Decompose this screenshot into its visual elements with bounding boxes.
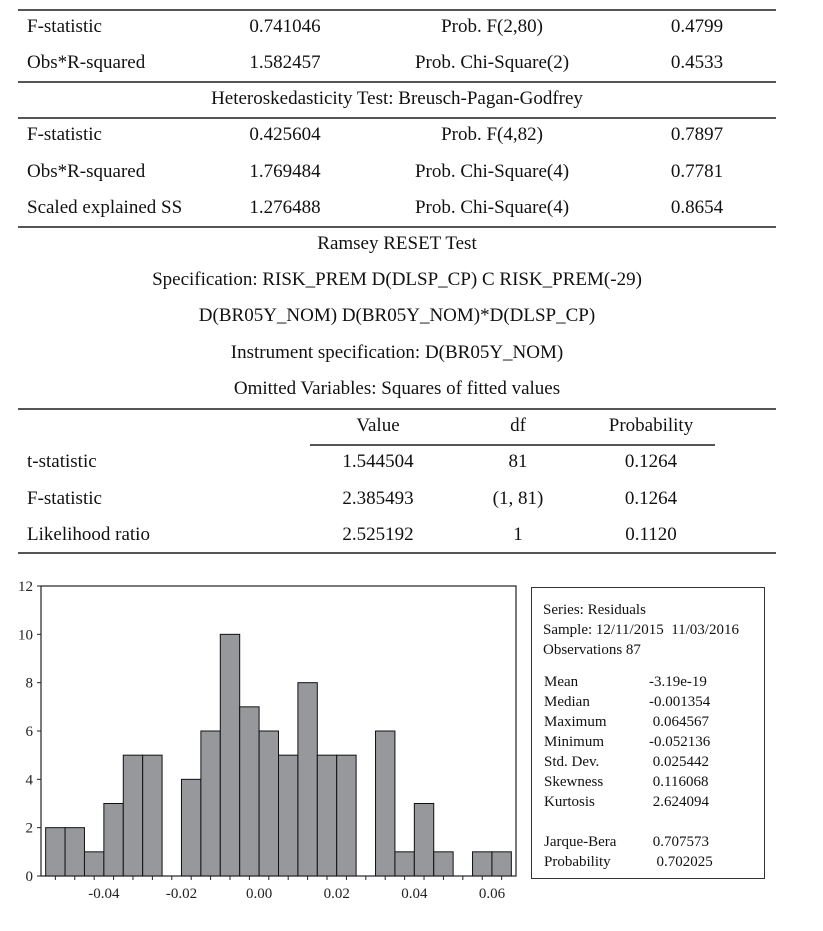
stat-value: 2.525192 [342,524,414,545]
stat-label: Minimum [544,734,605,750]
df-value: (1, 81) [492,487,544,509]
x-tick-label: 0.04 [401,886,428,902]
stat-label: Jarque-Bera [544,834,617,850]
section-title: Heteroskedasticity Test: Breusch-Pagan-Godfrey [211,88,583,109]
sample-range: Sample: 12/11/2015 11/03/2016 [543,622,739,638]
stat-value: -0.052136 [649,734,711,750]
histogram-bar [317,755,336,876]
prob-value: 0.1264 [624,451,678,472]
x-tick-label: -0.02 [165,886,198,902]
instrument-text: Instrument specification: D(BR05Y_NOM) [230,342,564,363]
stat-label: Mean [544,674,579,690]
df-value: 81 [508,451,528,472]
prob-label: Prob. F(4,82) [441,124,543,145]
histogram-bar [220,634,239,876]
histogram-bar [259,731,278,876]
histogram-bar [473,852,492,876]
y-tick-label: 2 [25,820,33,837]
divider [18,552,776,554]
prob-value: 0.1120 [625,524,677,545]
stat-label: F-statistic [27,16,102,37]
stat-value: -0.001354 [649,694,711,710]
divider [18,9,776,11]
stat-value: 1.276488 [249,197,321,218]
histogram-bar [337,755,356,876]
histogram-bar [434,852,453,876]
specification-text: Specification: RISK_PREM D(DLSP_CP) C RISK_PREM(-29) [152,269,642,290]
column-header: df [510,415,526,436]
section-title: Ramsey RESET Test [317,233,477,254]
histogram-bar [298,683,317,876]
histogram-bar [395,852,414,876]
stat-label: Obs*R-squared [27,52,146,73]
x-tick-label: 0.06 [478,886,506,902]
residual-histogram [0,570,530,910]
stat-label: Maximum [544,714,607,730]
histogram-bar [46,828,65,876]
y-tick-label: 12 [18,579,33,595]
y-tick-label: 0 [25,869,33,885]
stat-label: Probability [544,854,611,870]
stat-label: Skewness [544,774,604,790]
prob-label: Prob. F(2,80) [441,16,543,37]
stat-label: Scaled explained SS [27,197,183,218]
stat-value: 0.707573 [649,834,709,850]
prob-label: Prob. Chi-Square(4) [414,160,570,182]
histogram-bar [240,707,259,876]
stat-value: 2.385493 [342,487,414,509]
residual-stats-box [531,587,765,879]
prob-value: 0.4533 [670,52,724,73]
stat-value: 0.425604 [249,124,321,145]
histogram-bar [104,804,123,877]
stat-value: 1.769484 [249,160,321,182]
histogram-bar [123,755,142,876]
observations: Observations 87 [543,642,641,658]
stat-value: 2.624094 [649,794,709,810]
stat-label: Median [544,694,590,710]
prob-label: Prob. Chi-Square(4) [414,197,570,218]
histogram-bar [84,852,103,876]
divider [310,444,715,446]
histogram-bar [376,731,395,876]
y-tick-label: 4 [25,772,33,789]
stat-value: 0.116068 [649,774,709,790]
stat-label: F-statistic [27,124,102,145]
x-tick-label: 0.00 [245,886,273,902]
divider [18,226,776,228]
stat-value: 1.544504 [342,451,414,472]
y-tick-label: 6 [25,724,33,740]
histogram-bar [201,731,220,876]
prob-value: 0.1264 [624,487,678,509]
histogram-bar [414,804,433,877]
omitted-text: Omitted Variables: Squares of fitted values [233,378,561,399]
y-tick-label: 8 [25,675,33,692]
stat-value: 0.741046 [249,16,321,37]
divider [18,408,776,410]
stat-label: t-statistic [27,451,97,472]
prob-label: Prob. Chi-Square(2) [414,52,570,73]
specification-text: D(BR05Y_NOM) D(BR05Y_NOM)*D(DLSP_CP) [198,305,596,326]
divider [18,81,776,83]
series-name: Series: Residuals [543,602,646,618]
stat-label: Kurtosis [544,794,595,810]
stat-value: 0.064567 [649,714,709,730]
histogram-bar [279,755,298,876]
stat-label: Likelihood ratio [27,524,150,545]
column-header: Probability [608,415,694,436]
stat-label: Std. Dev. [544,754,600,770]
stat-value: 0.702025 [649,854,713,870]
stat-value: 0.025442 [649,754,709,770]
prob-value: 0.8654 [670,197,724,218]
stat-value: 1.582457 [249,52,321,73]
prob-value: 0.4799 [670,16,724,37]
stat-value: -3.19e-19 [649,674,707,690]
histogram-bar [492,852,511,876]
stat-label: F-statistic [27,487,102,509]
x-tick-label: -0.04 [88,886,120,902]
histogram-bar [181,779,200,876]
df-value: 1 [513,524,523,545]
y-tick-label: 10 [18,627,33,644]
prob-value: 0.7781 [670,160,724,182]
column-header: Value [356,415,400,436]
divider [18,117,776,119]
prob-value: 0.7897 [670,124,724,145]
histogram-bar [143,755,162,876]
stat-label: Obs*R-squared [27,160,146,182]
x-tick-label: 0.02 [323,886,350,902]
histogram-bar [65,828,84,876]
